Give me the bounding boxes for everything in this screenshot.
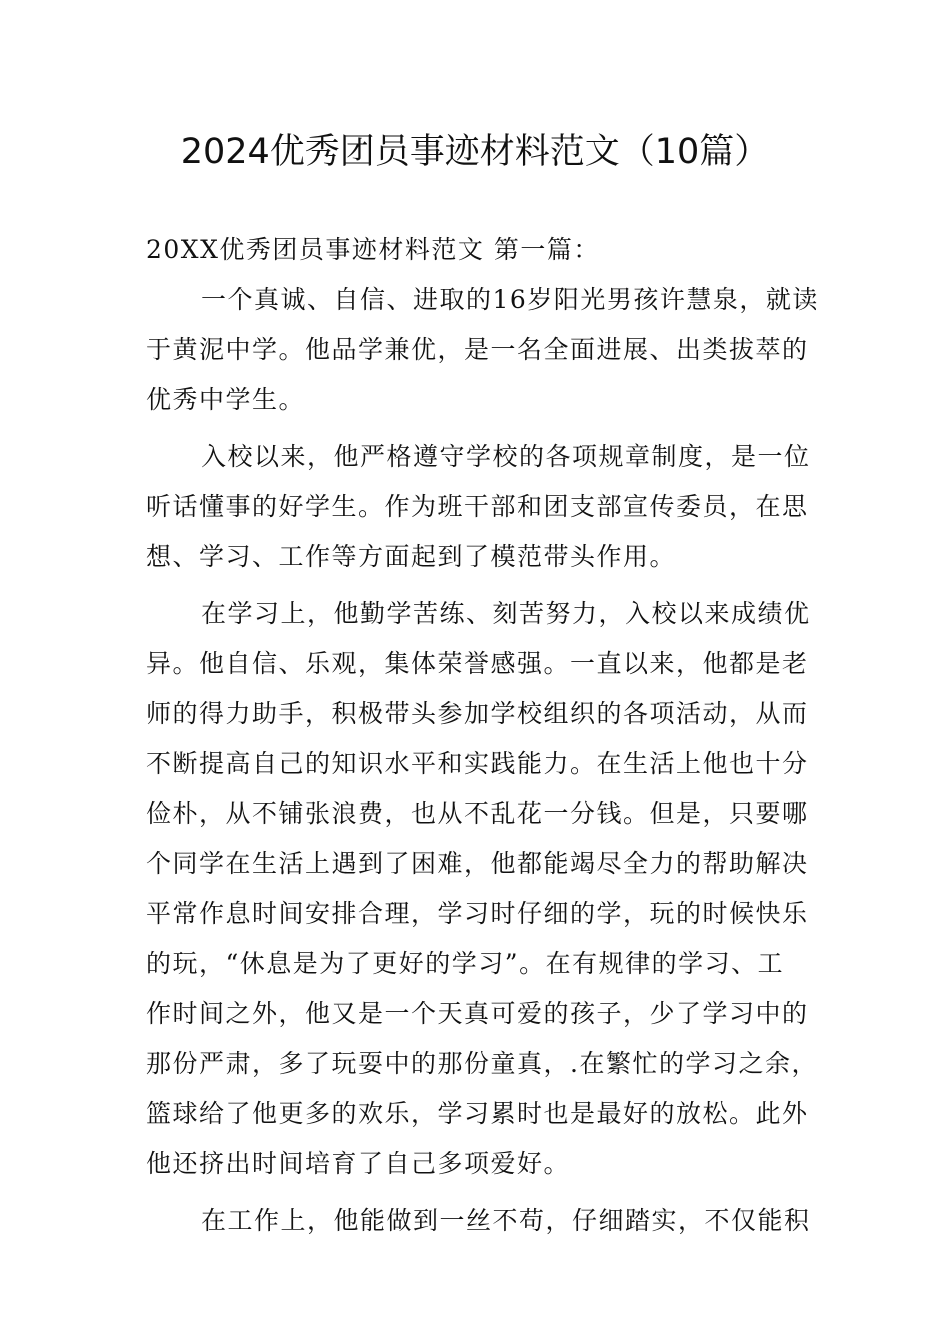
paragraph-3 (146, 589, 818, 1189)
text-line: 平常作息时间安排合理，学习时仔细的学，玩的时候快乐 (146, 899, 809, 928)
text-line: 师的得力助手，积极带头参加学校组织的各项活动，从而 (146, 699, 809, 728)
document-body (146, 225, 819, 1246)
text-line: 不断提高自己的知识水平和实践能力。在生活上他也十分 (146, 749, 809, 778)
text-line: 作时间之外，他又是一个天真可爱的孩子，少了学习中的 (146, 999, 809, 1028)
text-line: 在工作上，他能做到一丝不苟，仔细踏实，不仅能积 (201, 1206, 811, 1235)
document-title: 2024优秀团员事迹材料范文（10篇） (180, 132, 770, 172)
text-line: 他还挤出时间培育了自己多项爱好。 (146, 1149, 571, 1178)
text-line: 听话懂事的好学生。作为班干部和团支部宣传委员，在思 (146, 492, 809, 521)
text-line: 想、学习、工作等方面起到了模范带头作用。 (146, 542, 677, 571)
text-line: 的玩，“休息是为了更好的学习”。在有规律的学习、工 (146, 949, 785, 978)
paragraph-1 (146, 275, 819, 425)
section-heading: 20XX优秀团员事迹材料范文 第一篇： (146, 235, 600, 264)
text-line: 那份严肃，多了玩耍中的那份童真，.在繁忙的学习之余， (146, 1049, 818, 1078)
text-line: 异。他自信、乐观，集体荣誉感强。一直以来，他都是老 (146, 649, 809, 678)
text-line: 篮球给了他更多的欢乐，学习累时也是最好的放松。此外 (146, 1099, 809, 1128)
paragraph-4 (146, 1196, 811, 1246)
text-line: 入校以来，他严格遵守学校的各项规章制度，是一位 (201, 442, 811, 471)
text-line: 俭朴，从不铺张浪费，也从不乱花一分钱。但是，只要哪 (146, 799, 809, 828)
paragraph-2 (146, 432, 811, 582)
text-line: 一个真诚、自信、进取的16岁阳光男孩许慧泉，就读 (201, 285, 819, 314)
text-line: 于黄泥中学。他品学兼优，是一名全面进展、出类拔萃的 (146, 335, 809, 364)
text-line: 在学习上，他勤学苦练、刻苦努力，入校以来成绩优 (201, 599, 811, 628)
text-line: 个同学在生活上遇到了困难，他都能竭尽全力的帮助解决 (146, 849, 809, 878)
text-line: 优秀中学生。 (146, 385, 306, 414)
